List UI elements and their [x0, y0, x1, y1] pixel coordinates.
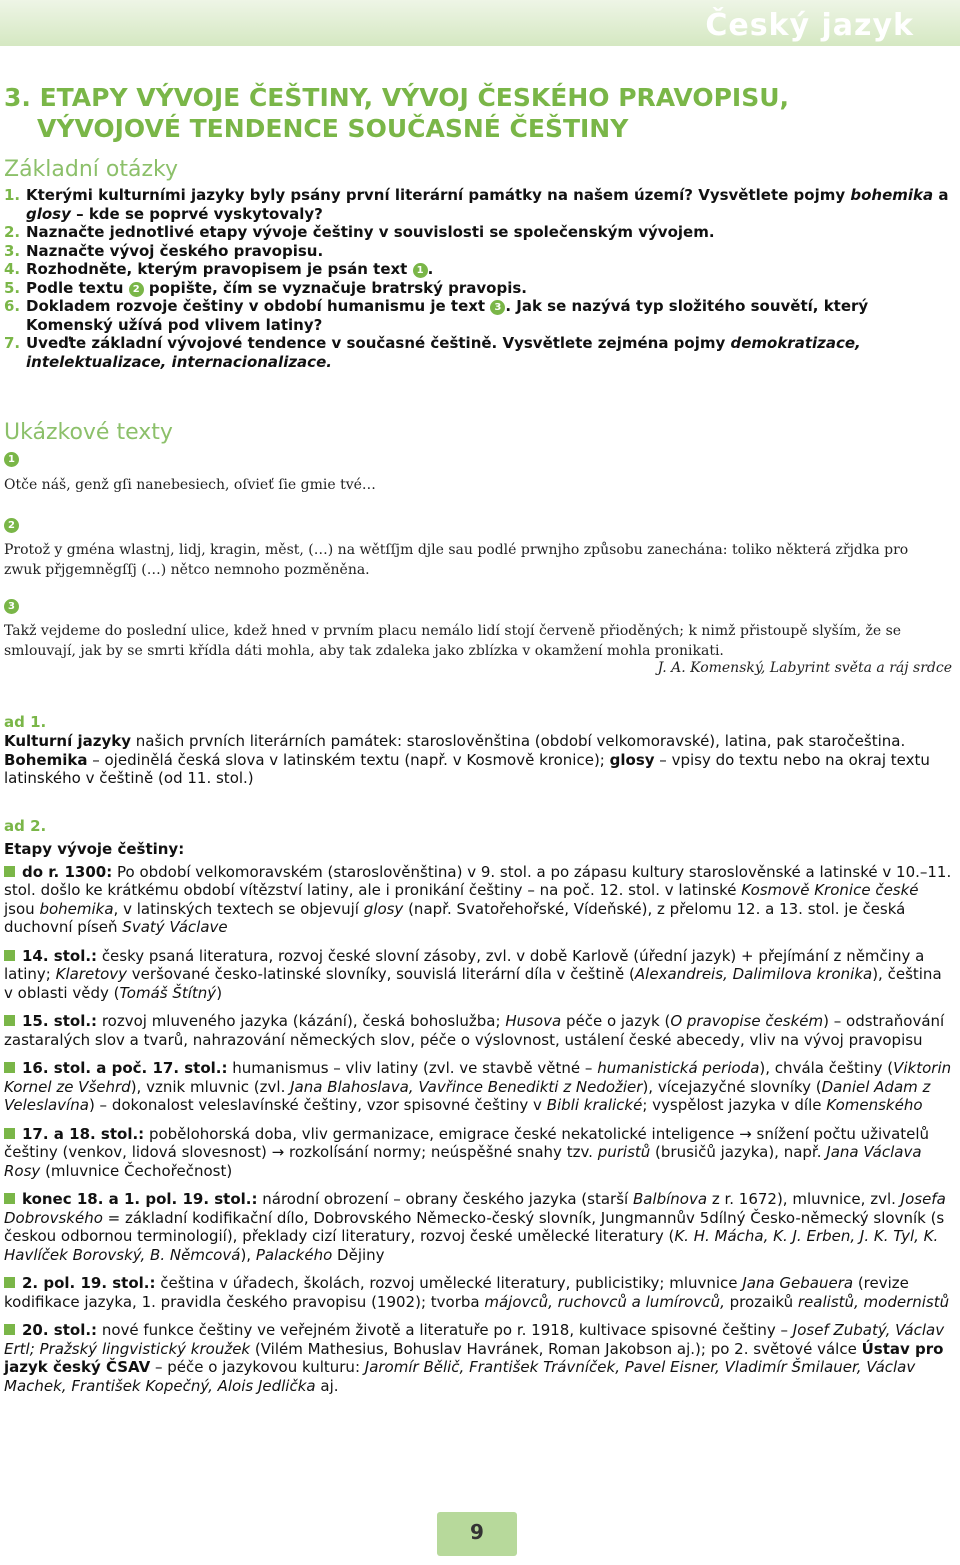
text-ref-badge: 2 — [129, 282, 144, 297]
question-item: 5. Podle textu 2 popište, čím se vyznačuje bratrský pravopis. — [4, 278, 527, 297]
bullet-square-icon — [4, 1324, 15, 1335]
answer-2-heading: ad 2. — [4, 817, 47, 835]
sample-3-badge: 3 — [4, 599, 19, 614]
period-item: 15. stol.: rozvoj mluveného jazyka (kázání), česká bohoslužba; Husova péče o jazyk (O pravopise českém) – odstraňování zastaralých slov a tvarů, nahrazování německých slov, péče o výslovnost, ustálení české abecedy, vliv na vývoj pravopisu — [4, 1012, 945, 1049]
text-ref-badge: 3 — [490, 300, 505, 315]
etapy-subheading: Etapy vývoje češtiny: — [4, 840, 185, 858]
answer-1-text: Kulturní jazyky našich prvních literárních památek: staroslověnština (období velkomoravské), latina, pak staročeština. Bohemika – ojedinělá česká slova v latinském textu (např. v Kosmově kronice); glosy – vpisy do textu nebo na okraj textu latinského v češtině (od 11. stol.) — [4, 732, 930, 787]
section-title-line1: 3. ETAPY VÝVOJE ČEŠTINY, VÝVOJ ČESKÉHO PRAVOPISU, — [4, 83, 790, 112]
period-item: 17. a 18. stol.: pobělohorská doba, vliv germanizace, emigrace české nekatolické inteligence → snížení počtu uživatelů češtiny (venkov, lidová slovesnost) → rozkolísání normy; neúspěšné snahy tzv. puristů (brusičů jazyka), např. Jana Václava Rosy (mluvnice Čechořečnost) — [4, 1124, 930, 1180]
question-item: 7. Uveďte základní vývojové tendence v současné češtině. Vysvětlete zejména pojmy demokratizace, intelektualizace, internacionalizace. — [4, 334, 861, 371]
bullet-square-icon — [4, 1015, 15, 1026]
answer-1-heading: ad 1. — [4, 713, 47, 731]
sample-1-badge: 1 — [4, 452, 19, 467]
question-item: 6. Dokladem rozvoje češtiny v období humanismu je text 3 . Jak se nazývá typ složitého souvětí, který Komenský užívá pod vlivem latiny? — [4, 297, 869, 334]
question-item: 4. Rozhodněte, kterým pravopisem je psán text 1 . — [4, 260, 434, 278]
period-item: 20. stol.: nové funkce češtiny ve veřejném životě a literatuře po r. 1918, kultivace spisovné češtiny – Josef Zubatý, Václav Ertl; Pražský lingvistický kroužek (Vilém Mathesius, Bohuslav Havránek, Roman Jakobson aj.); po 2. světové válce Ústav pro jazyk český ČSAV – péče o jazykovou kulturu: Jaromír Bělič, František Trávníček, Pavel Eisner, Vladimír Šmilauer, Václav Machek, František Kopečný, Alois Jedlička aj. — [4, 1321, 945, 1395]
bullet-square-icon — [4, 950, 15, 961]
question-item: 1. Kterými kulturními jazyky byly psány první literární památky na našem území? Vysvětlete pojmy bohemika a glosy – kde se poprvé vyskytovaly? — [4, 186, 949, 223]
period-item: 16. stol. a poč. 17. stol.: humanismus – vliv latiny (zvl. ve stavbě větné – humanistická perioda), chvála češtiny (Viktorin Kornel ze Všehrd), vznik mluvnic (zvl. Jana Blahoslava, Vavřince Benedikti z Nedožier), vícejazyčné slovníky (Daniel Adam z Veleslavína) – dokonalost veleslavínské češtiny, vzor spisovné češtiny v Bibli kralické; vyspělost jazyka v díle Komenského — [4, 1059, 952, 1114]
text-ref-badge: 1 — [413, 263, 428, 278]
page-number: 9 — [470, 1520, 484, 1544]
sample-texts-heading: Ukázkové texty — [4, 420, 173, 445]
bullet-square-icon — [4, 1277, 15, 1288]
subject-title: Český jazyk — [705, 8, 914, 43]
arrow-right-icon: → — [271, 1143, 285, 1161]
section-title-line2: VÝVOJOVÉ TENDENCE SOUČASNÉ ČEŠTINY — [37, 114, 629, 143]
question-item: 3. Naznačte vývoj českého pravopisu. — [4, 241, 324, 260]
sample-3-attribution: J. A. Komenský, Labyrint světa a ráj srdce — [657, 660, 952, 676]
sample-text-3: Takž vejdeme do poslední ulice, kdež hned v prvním placu nemálo lidí stojí červeně přioděných; k nimž přistoupě slyším, že se smlouvají, jak by se smrti křídla dáti mohla, aby tak zdaleka jako zblízka v okamžení mohla pronikati. — [4, 623, 902, 659]
sample-text-2: Protož y gména wlastnj, lidj, kragin, měst, (…) na wětſſjm djle sau podlé prwnjho způsobu zanechána: toliko některá zřjdka pro zwuk přjgemněgſſj (…) nětco nemnoho pozměněna. — [4, 542, 909, 578]
question-item: 2. Naznačte jednotlivé etapy vývoje češtiny v souvislosti se společenským vývojem. — [4, 223, 715, 241]
period-item: 2. pol. 19. stol.: čeština v úřadech, školách, rozvoj umělecké literatury, publicistiky; mluvnice Jana Gebauera (revize kodifikace jazyka, 1. pravidla českého pravopisu (1902); tvorba májovců, ruchovců a lumírovců, prozaiků realistů, modernistů — [4, 1274, 950, 1311]
bullet-square-icon — [4, 1062, 15, 1073]
sample-2-badge: 2 — [4, 518, 19, 533]
bullet-square-icon — [4, 866, 15, 877]
section-title — [4, 82, 904, 144]
period-item: do r. 1300: Po období velkomoravském (staroslověnština) v 9. stol. a po zápasu kultury staroslověnské a latinské v 10.–11. stol. došlo ke krátkému období vítězství latiny, ale i pronikání češtiny – na poč. 12. stol. v latinské Kosmově Kronice české jsou bohemika, v latinských textech se objevují glosy (např. Svatořehořské, Vídeňské), z přelomu 12. a 13. stol. je česká duchovní píseň Svatý Václave — [4, 862, 952, 936]
question-list — [4, 186, 949, 371]
basic-questions-heading: Základní otázky — [4, 157, 178, 182]
period-item: 14. stol.: česky psaná literatura, rozvoj české slovní zásoby, zvl. v době Karlově (úřední jazyk) + přejímání z němčiny a latiny; Klaretovy veršované česko-latinské slovníky, souvislá literární díla v češtině (Alexandreis, Dalimilova kronika), čeština v oblasti vědy (Tomáš Štítný) — [4, 946, 942, 1002]
bullet-square-icon — [4, 1193, 15, 1204]
bullet-square-icon — [4, 1128, 15, 1139]
period-item: konec 18. a 1. pol. 19. stol.: národní obrození – obrany českého jazyka (starší Balbínova z r. 1672), mluvnice, zvl. Josefa Dobrovského = základní kodifikační dílo, Dobrovského Německo-český slovník, Jungmannův 5dílný Česko-německý slovník (s českou odbornou terminologií), překlady cizí literatury, rozvoj české umělecké literatury (K. H. Mácha, K. J. Erben, J. K. Tyl, K. Havlíček Borovský, B. Němcová), Palackého Dějiny — [4, 1190, 946, 1264]
answer-2-text — [4, 840, 952, 1405]
arrow-right-icon: → — [739, 1124, 752, 1143]
sample-text-1: Otče náš, genž gſi nanebesiech, oſvieť ſie gmie tvé… — [4, 477, 376, 493]
